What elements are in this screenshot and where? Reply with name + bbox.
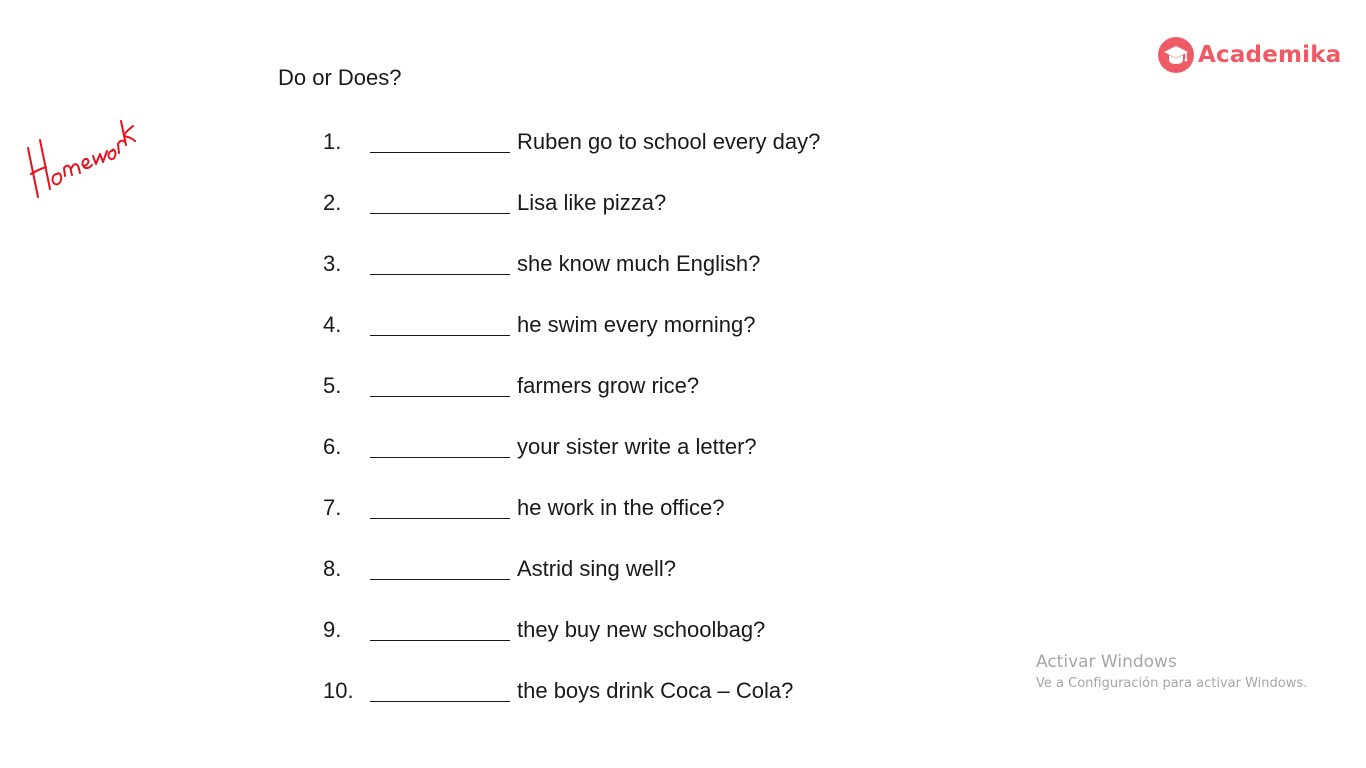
- item-text: he work in the office?: [517, 495, 725, 520]
- answer-blank: [370, 676, 510, 702]
- item-number: 5.: [323, 373, 342, 398]
- item-number: 8.: [323, 556, 342, 581]
- handwritten-homework-annotation: [20, 96, 145, 206]
- worksheet-title: Do or Does?: [278, 65, 402, 90]
- item-text: she know much English?: [517, 251, 761, 276]
- answer-blank: [370, 371, 510, 397]
- answer-blank: [370, 127, 510, 153]
- answer-blank: [370, 188, 510, 214]
- item-number: 6.: [323, 434, 342, 459]
- watermark-subtitle: Ve a Configuración para activar Windows.: [1036, 676, 1308, 691]
- windows-activation-watermark: [1036, 651, 1307, 695]
- item-text: Lisa like pizza?: [517, 190, 667, 215]
- item-text: your sister write a letter?: [517, 434, 757, 459]
- item-text: the boys drink Coca – Cola?: [517, 678, 794, 703]
- item-text: Astrid sing well?: [517, 556, 676, 581]
- item-number: 4.: [323, 312, 342, 337]
- item-number: 2.: [323, 190, 342, 215]
- answer-blank: [370, 310, 510, 336]
- watermark-title: Activar Windows: [1036, 652, 1177, 672]
- item-text: farmers grow rice?: [517, 373, 700, 398]
- item-number: 3.: [323, 251, 342, 276]
- item-text: Ruben go to school every day?: [517, 129, 821, 154]
- answer-blank: [370, 554, 510, 580]
- item-number: 10.: [323, 678, 354, 703]
- item-number: 1.: [323, 129, 342, 154]
- answer-blank: [370, 493, 510, 519]
- answer-blank: [370, 249, 510, 275]
- academika-logo: [1158, 36, 1341, 74]
- item-number: 9.: [323, 617, 342, 642]
- logo-text: Academika: [1198, 42, 1342, 68]
- item-text: he swim every morning?: [517, 312, 756, 337]
- graduation-cap-icon: [1158, 37, 1194, 73]
- answer-blank: [370, 615, 510, 641]
- item-text: they buy new schoolbag?: [517, 617, 766, 642]
- item-number: 7.: [323, 495, 342, 520]
- answer-blank: [370, 432, 510, 458]
